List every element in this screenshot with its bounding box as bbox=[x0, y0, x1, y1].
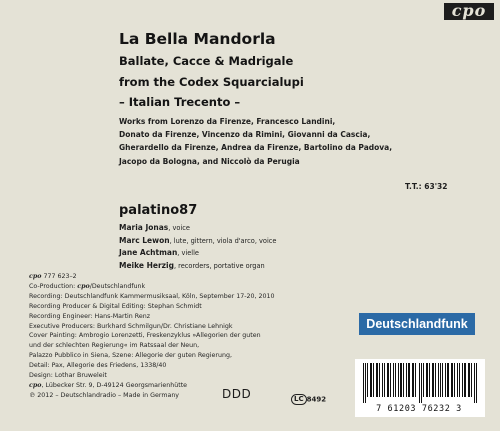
credit-line: Design: Lothar Bruweleit bbox=[29, 372, 107, 380]
credit-line: Recording Engineer: Hans-Martin Renz bbox=[29, 312, 151, 320]
performer-role: , recorders, portative organ bbox=[173, 261, 265, 270]
performer-name: Meike Herzig bbox=[119, 260, 174, 270]
performer-role: , voice bbox=[168, 224, 190, 232]
coproduction-label: Co-Production: bbox=[29, 282, 78, 290]
barcode-number: 7 61203 76232 3 bbox=[376, 404, 462, 414]
credit-line: und der schlechten Regierung« im Ratssaal der Neun, bbox=[29, 342, 200, 350]
subtitle-line-2: from the Codex Squarcialupi bbox=[119, 75, 304, 89]
catalog-number-value: 777 623–2 bbox=[41, 273, 77, 280]
lc-mark: LC bbox=[291, 394, 307, 405]
performer-name: Jane Achtman bbox=[119, 248, 178, 258]
works-line: Jacopo da Bologna, and Niccolò da Perugia bbox=[119, 156, 300, 166]
performer bbox=[119, 260, 276, 273]
label-code bbox=[291, 389, 327, 404]
works-composers bbox=[119, 115, 449, 168]
performer-role: , lute, gittern, viola d'arco, voice bbox=[169, 236, 277, 245]
coproduction-line bbox=[29, 282, 329, 292]
performer bbox=[119, 222, 276, 235]
cpo-label-logo: cpo bbox=[444, 3, 494, 20]
production-credits bbox=[29, 272, 329, 401]
cpo-mark: cpo bbox=[77, 282, 90, 290]
credit-line: Executive Producers: Burkhard Schmilgun/Dr. Christiane Lehnigk bbox=[29, 322, 233, 330]
cpo-mark: cpo bbox=[29, 381, 42, 389]
credit-line: Detail: Pax, Allegorie des Friedens, 1338/40 bbox=[29, 362, 167, 370]
copyright-line: ℗ 2012 – Deutschlandradio – Made in Germany bbox=[29, 391, 180, 399]
barcode-bars bbox=[355, 359, 485, 403]
performer-name: Marc Lewon bbox=[119, 235, 170, 245]
ensemble-name: palatino87 bbox=[119, 203, 198, 218]
lc-number: 8492 bbox=[306, 395, 327, 404]
coproduction-partner: /Deutschlandfunk bbox=[89, 282, 146, 290]
performer-role: , vielle bbox=[177, 249, 199, 258]
works-line: Gherardello da Firenze, Andrea da Firenze, Bartolino da Padova, bbox=[119, 143, 393, 153]
address-text: , Lübecker Str. 9, D-49124 Georgsmarienhütte bbox=[41, 381, 188, 389]
performer bbox=[119, 247, 276, 260]
credit-line: Cover Painting: Ambrogio Lorenzetti, Freskenzyklus »Allegorien der guten bbox=[29, 332, 261, 340]
credit-line: Recording: Deutschlandfunk Kammermusiksaal, Köln, September 17-20, 2010 bbox=[29, 292, 275, 300]
cpo-mark: cpo bbox=[29, 273, 42, 280]
subtitle-line-1: Ballate, Cacce & Madrigale bbox=[119, 54, 294, 68]
ddd-code: DDD bbox=[222, 387, 252, 401]
subtitle-line-3: – Italian Trecento – bbox=[119, 95, 241, 109]
catalog-number bbox=[29, 272, 329, 282]
performer bbox=[119, 235, 276, 248]
address-line bbox=[29, 381, 329, 391]
works-line: Works from Lorenzo da Firenze, Francesco Landini, bbox=[119, 117, 336, 126]
deutschlandfunk-logo: Deutschlandfunk bbox=[359, 313, 475, 335]
total-time: T.T.: 63'32 bbox=[405, 182, 448, 191]
album-title: La Bella Mandorla bbox=[119, 30, 276, 48]
credit-line: Recording Producer & Digital Editing: Stephan Schmidt bbox=[29, 302, 202, 310]
credit-line: Palazzo Pubblico in Siena, Szene: Allegorie der guten Regierung, bbox=[29, 352, 232, 360]
works-line: Donato da Firenze, Vincenzo da Rimini, Giovanni da Cascia, bbox=[119, 130, 371, 140]
performers-list bbox=[119, 222, 276, 272]
performer-name: Maria Jonas bbox=[119, 223, 169, 232]
